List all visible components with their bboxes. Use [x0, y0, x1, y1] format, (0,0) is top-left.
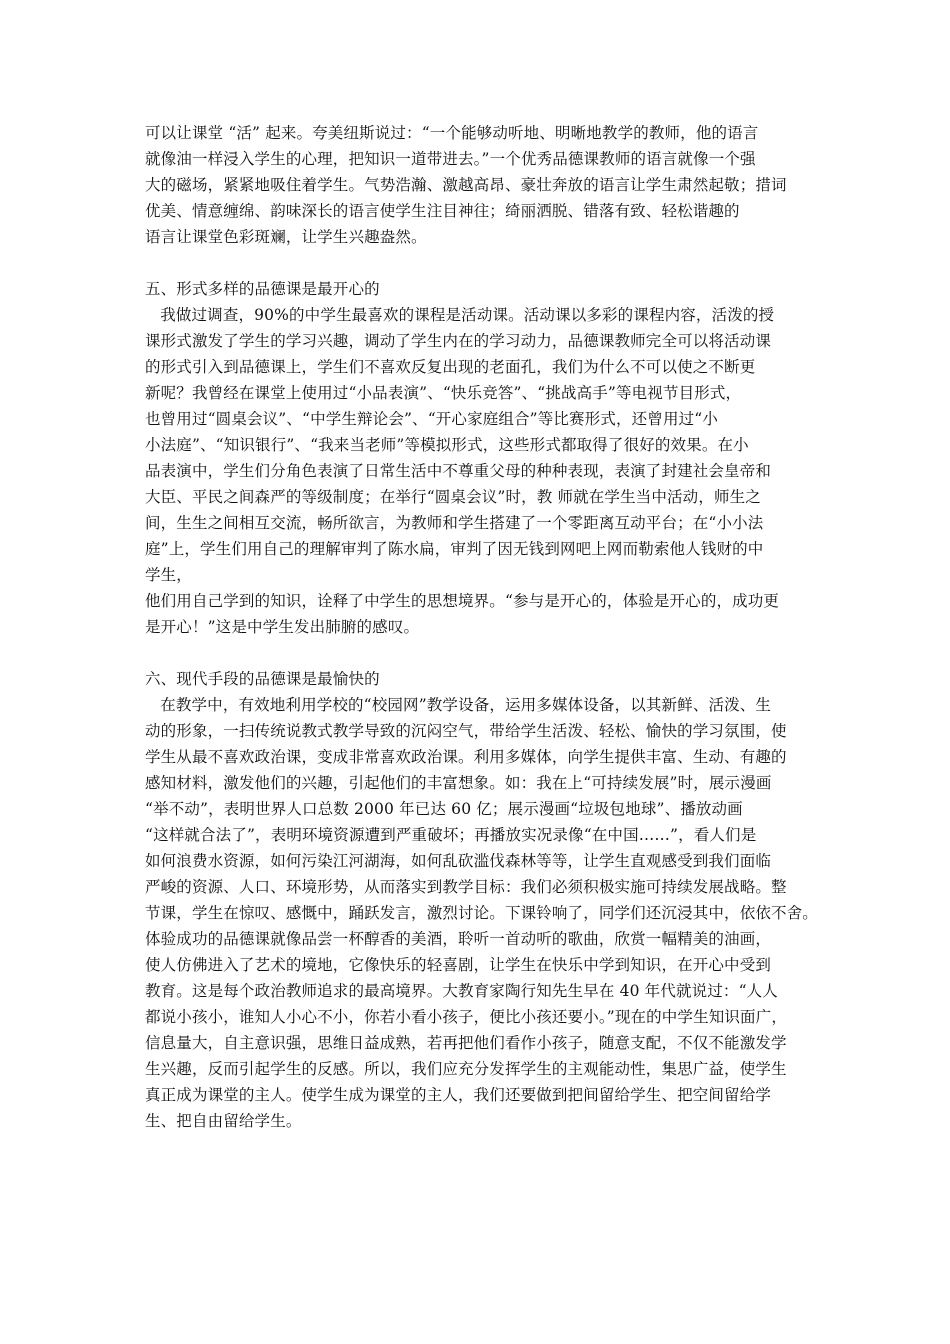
section-six-heading: 六、现代手段的品德课是最愉快的 — [145, 670, 380, 688]
text-line: 品表演中，学生们分角色表演了日常生活中不尊重父母的种种表现，表演了封建社会皇帝和 — [145, 462, 772, 480]
text-line: 学生从最不喜欢政治课，变成非常喜欢政治课。利用多媒体，向学生提供丰富、生动、有趣的 — [145, 748, 787, 766]
section-six — [145, 666, 825, 1134]
paragraph-gap — [145, 250, 825, 276]
text-line: 优美、情意缠绵、韵味深长的语言使学生注目神往；绮丽洒脱、错落有致、轻松谐趣的 — [145, 202, 740, 220]
text-line: 课形式激发了学生的学习兴趣，调动了学生内在的学习动力，品德课教师完全可以将活动课 — [145, 332, 772, 350]
text-line: 庭”上，学生们用自己的理解审判了陈水扁，审判了因无钱到网吧上网而勒索他人钱财的中 — [145, 540, 764, 558]
text-line: 生、把自由留给学生。 — [145, 1112, 302, 1130]
text-line: 大的磁场，紧紧地吸住着学生。气势浩瀚、激越高昂、豪壮奔放的语言让学生肃然起敬；措词 — [145, 176, 787, 194]
text-line: 小法庭”、“知识银行”、“我来当老师”等模拟形式，这些形式都取得了很好的效果。在小 — [145, 436, 749, 454]
text-line: 感知材料，激发他们的兴趣，引起他们的丰富想象。如：我在上“可持续发展”时，展示漫画 — [145, 774, 772, 792]
text-line: 我做过调查，90%的中学生最喜欢的课程是活动课。活动课以多彩的课程内容，活泼的授 — [145, 306, 775, 324]
text-line: 教育。这是每个政治教师追求的最高境界。大教育家陶行知先生早在 40 年代就说过：“人人 — [145, 982, 778, 1000]
text-line: 也曾用过“圆桌会议”、“中学生辩论会”、“开心家庭组合”等比赛形式，还曾用过“小 — [145, 410, 718, 428]
text-line: 都说小孩小，谁知人小心不小，你若小看小孩子，便比小孩还要小。”现在的中学生知识面广， — [145, 1008, 787, 1026]
text-line: 就像油一样浸入学生的心理，把知识一道带进去。”一个优秀品德课教师的语言就像一个强 — [145, 150, 756, 168]
text-line: 动的形象，一扫传统说教式教学导致的沉闷空气，带给学生活泼、轻松、愉快的学习氛围，使 — [145, 722, 787, 740]
text-line: 在教学中，有效地利用学校的“校园网”教学设备，运用多媒体设备，以其新鲜、活泼、生 — [145, 696, 772, 714]
text-line: 体验成功的品德课就像品尝一杯醇香的美酒，聆听一首动听的歌曲，欣赏一幅精美的油画， — [145, 930, 772, 948]
text-line: 他们用自己学到的知识，诠释了中学生的思想境界。“参与是开心的，体验是开心的，成功更 — [145, 592, 780, 610]
text-line: 语言让课堂色彩斑斓，让学生兴趣盎然。 — [145, 228, 427, 246]
text-line: “这样就合法了”，表明环境资源遭到严重破坏；再播放实况录像“在中国……”，看人们是 — [145, 826, 757, 844]
text-line: 使人仿佛进入了艺术的境地，它像快乐的轻喜剧，让学生在快乐中学到知识，在开心中受到 — [145, 956, 772, 974]
text-line: 生兴趣，反而引起学生的反感。所以，我们应充分发挥学生的主观能动性，集思广益，使学生 — [145, 1060, 787, 1078]
text-line: 如何浪费水资源，如何污染江河湖海，如何乱砍滥伐森林等等，让学生直观感受到我们面临 — [145, 852, 772, 870]
text-line: 学生， — [145, 566, 192, 584]
text-line: “举不动”，表明世界人口总数 2000 年已达 60 亿；展示漫画“垃圾包地球”、播放动画 — [145, 800, 743, 818]
text-line: 信息量大，自主意识强，思维日益成熟，若再把他们看作小孩子，随意支配，不仅不能激发学 — [145, 1034, 787, 1052]
text-line: 的形式引入到品德课上，学生们不喜欢反复出现的老面孔，我们为什么不可以使之不断更 — [145, 358, 756, 376]
paragraph-gap — [145, 640, 825, 666]
text-line: 可以让课堂 “活” 起来。夸美纽斯说过：“一个能够动听地、明晰地教学的教师，他的语言 — [145, 124, 759, 142]
document-page — [145, 120, 825, 1134]
intro-paragraph — [145, 120, 825, 250]
section-five-heading: 五、形式多样的品德课是最开心的 — [145, 280, 380, 298]
text-line: 是开心！”这是中学生发出肺腑的感叹。 — [145, 618, 420, 636]
text-line: 间，生生之间相互交流，畅所欲言，为教师和学生搭建了一个零距离互动平台；在“小小法 — [145, 514, 764, 532]
section-five — [145, 276, 825, 640]
text-line: 大臣、平民之间森严的等级制度；在举行“圆桌会议”时，教 师就在学生当中活动，师生之 — [145, 488, 761, 506]
text-line: 真正成为课堂的主人。使学生成为课堂的主人，我们还要做到把间留给学生、把空间留给学 — [145, 1086, 772, 1104]
text-line: 节课，学生在惊叹、感慨中，踊跃发言，激烈讨论。下课铃响了，同学们还沉浸其中，依依不舍。 — [145, 904, 818, 922]
text-line: 严峻的资源、人口、环境形势，从而落实到教学目标：我们必须积极实施可持续发展战略。整 — [145, 878, 787, 896]
text-line: 新呢？我曾经在课堂上使用过“小品表演”、“快乐竞答”、“挑战高手”等电视节目形式， — [145, 384, 742, 402]
